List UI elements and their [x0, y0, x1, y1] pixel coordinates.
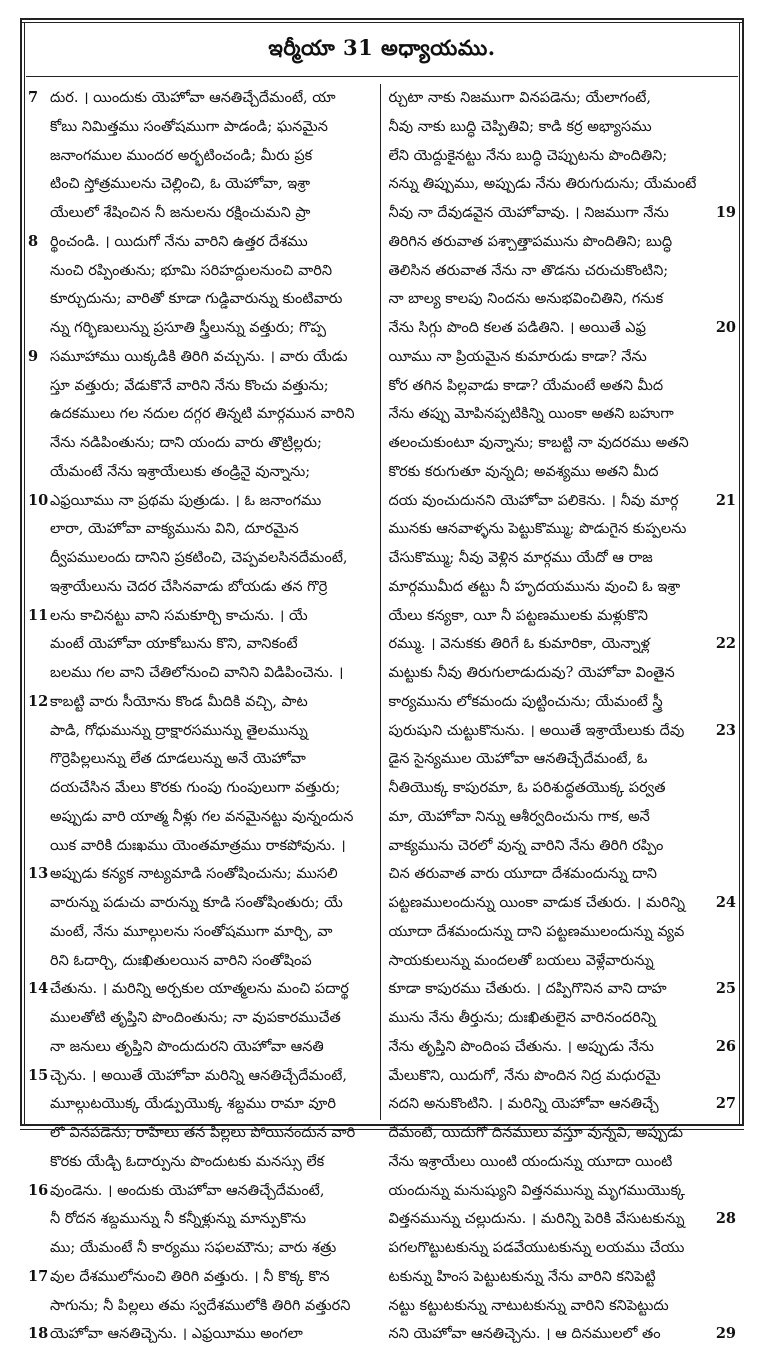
line-text: మునకు ఆనవాళ్ళను పెట్టుకొమ్ము; పొడుగైన కుప్పలను	[388, 521, 687, 538]
line-text: న్ను గర్భిణులున్ను ప్రసూతి స్త్రీలున్ను వత్తురు; గొప్ప	[50, 320, 327, 336]
line-text: పాడి, గోధుమున్ను ద్రాక్షారసమున్ను తైలమున్ను	[50, 722, 308, 739]
page	[20, 18, 744, 1343]
text-line	[389, 1148, 713, 1177]
line-text: లో వినపడెను; రాహేలు తన పిల్లలు పోయినందున వారి	[50, 1125, 356, 1141]
line-text: కాబట్టి వారు సీయోను కొండ మీదికి వచ్చి, పాట	[50, 693, 308, 710]
line-text: వుండెను. । అందుకు యెహోవా ఆనతిచ్చేదేమంటే,	[50, 1182, 325, 1199]
line-text: ములతోటి తృప్తిని పొందింతును; నా వుపకారముచేత	[50, 1010, 341, 1026]
verse-number: 11	[28, 606, 49, 624]
text-line	[388, 1205, 736, 1234]
text-line	[389, 832, 713, 861]
line-text: దుర. । యిందుకు యెహోవా ఆనతిచ్చేదేమంటే, యా	[50, 90, 336, 106]
line-text: రమ్ము. । వెనుకకు తిరిగే ఓ కుమారికా, యెన్నాళ్ల	[388, 636, 651, 653]
text-line	[28, 84, 374, 113]
text-line	[388, 199, 736, 228]
verse-number: 24	[715, 894, 736, 911]
verse-number: 9	[28, 347, 39, 365]
verse-number: 23	[715, 721, 736, 739]
frame-top-rule	[20, 18, 744, 20]
text-line	[389, 228, 713, 257]
verse-number: 25	[715, 980, 736, 998]
text-line	[388, 1033, 736, 1062]
text-line	[389, 1234, 713, 1263]
text-line	[389, 170, 713, 199]
line-text: నీ రోదన శబ్దమున్ను నీ కన్నీళ్లున్ను మాన్పుకొను	[50, 1211, 307, 1228]
text-line	[50, 918, 374, 947]
text-line	[28, 228, 374, 257]
text-line	[389, 1263, 713, 1292]
text-line	[388, 889, 736, 918]
line-text: నేను తృప్తిని పొందింప చేతును. । అప్పుడు నేను	[388, 1038, 654, 1055]
bottom-rule	[20, 1124, 744, 1126]
line-text: తెలిసిన తరువాత నేను నా తొడను చరుచుకొంటిని;	[388, 262, 669, 279]
verse-number: 17	[28, 1267, 49, 1285]
line-text: లను కాచినట్టు వాని సమకూర్చి కాచును. । యే	[50, 607, 308, 624]
line-text: తలంచుకుంటూ వున్నాను; కాబట్టి నా వుదరము అతని	[388, 435, 689, 451]
verse-number: 15	[28, 1066, 49, 1084]
text-line	[389, 544, 713, 573]
text-line	[388, 630, 736, 659]
verse-number: 16	[28, 1181, 49, 1199]
line-text: మట్టుకు నీవు తిరుగులాడుదువు? యెహోవా వింతైన	[388, 665, 675, 681]
text-line	[389, 1004, 713, 1033]
text-line	[50, 458, 374, 487]
line-text: యేమంటే నేను ఇశ్రాయేలుకు తండ్రినై వున్నాను;	[50, 463, 311, 480]
text-line	[389, 458, 713, 487]
text-line	[28, 487, 374, 516]
text-line	[389, 372, 713, 401]
text-line	[50, 400, 374, 429]
line-text: నేను నడిపింతును; దాని యందు వారు తొట్రిల్లరు;	[50, 435, 322, 451]
verse-number: 7	[28, 89, 39, 106]
line-text: యూదా దేశమందున్ను దాని పట్టణములందున్ను వ్యవ	[388, 923, 685, 940]
text-line	[389, 573, 713, 602]
line-text: నేను సిగ్గు పొంది కలత పడితిని. । అయితే ఎఫ్ర	[388, 320, 646, 336]
text-line	[50, 372, 374, 401]
text-line	[50, 630, 374, 659]
text-line	[50, 573, 374, 602]
line-text: మేలుకొని, యిదుగో, నేను పొందిన నిద్ర మధురమై	[388, 1067, 661, 1084]
line-text: బలము గల వాని చేతిలోనుంచి వానిని విడిపించెను. ।	[50, 665, 344, 681]
line-text: లారా, యెహోవా వాక్యమును విని, దూరమైన	[50, 521, 299, 538]
text-line	[28, 602, 374, 631]
text-line	[28, 860, 374, 889]
line-text: ర్చుటా నాకు నిజముగా వినపడెను; యేలాగంటే,	[388, 90, 651, 106]
text-line	[388, 1090, 736, 1119]
left-column	[26, 84, 381, 1343]
text-line	[389, 113, 713, 142]
line-text: స్తూ వత్తురు; వేడుకొనే వారిని నేను కొంచు వత్తును;	[50, 377, 329, 394]
text-line	[389, 515, 713, 544]
line-text: కొరకు యేడ్చి ఓదార్పును పొందుటకు మనస్సు లేక	[50, 1153, 325, 1170]
line-text: మంటే యెహోవా యాకోబును కొని, వానికంటే	[50, 636, 298, 653]
line-text: కూడా కాపురము చేతురు. । దప్పిగొనిన వాని దాహ	[388, 981, 667, 998]
line-text: మార్గముమీద తట్టు నీ హృదయమును వుంచి ఓ ఇశ్రా	[388, 578, 681, 595]
line-text: కొరకు కరుగుతూ వున్నది; అవశ్యము అతని మీద	[388, 463, 659, 480]
verse-number: 12	[28, 692, 49, 710]
line-text: నదని అనుకొంటిని. । మరిన్ని యెహోవా ఆనతిచ్చే	[388, 1096, 659, 1113]
text-line	[28, 1062, 374, 1091]
line-text: వారున్ను పడుచు వారున్ను కూడి సంతోషింతురు; యే	[50, 895, 343, 911]
line-text: నేను ఇశ్రాయేలు యింటి యందున్ను యూదా యింటి	[388, 1153, 673, 1170]
line-text: మంటే, నేను మూల్గులను సంతోషముగా మార్చి, వా	[50, 923, 333, 940]
text-line	[50, 199, 374, 228]
frame-left-rule-inner	[24, 22, 25, 1126]
line-text: దేమంటే, యిదుగో దినములు వస్తూ వున్నవి, అప్పుడు	[388, 1125, 684, 1141]
text-line	[50, 803, 374, 832]
verse-number: 21	[715, 491, 736, 509]
text-line	[389, 803, 713, 832]
line-text: నుంచి రప్పింతును; భూమి సరిహద్దులనుంచి వారిని	[50, 262, 332, 279]
text-line	[28, 1263, 374, 1292]
text-line	[50, 1148, 374, 1177]
text-line	[50, 1292, 374, 1321]
text-line	[50, 257, 374, 286]
text-line	[50, 889, 374, 918]
line-text: యెహోవా ఆనతిచ్చెను. । ఎఫ్రయీము అంగలా	[50, 1326, 303, 1343]
verse-number: 18	[28, 1325, 49, 1343]
text-line	[50, 544, 374, 573]
line-text: యేలు కన్యకా, యీ నీ పట్టణములకు మళ్లుకొని	[388, 607, 648, 624]
text-line	[388, 1320, 736, 1349]
line-text: కూర్చుదును; వారితో కూడా గుడ్డివారున్ను కుంటివారు	[50, 291, 343, 308]
page-header	[26, 24, 738, 77]
line-text: చ్చెను. । అయితే యెహోవా మరిన్ని ఆనతిచ్చేదేమంటే,	[50, 1067, 347, 1084]
line-text: జనాంగముల ముందర అర్భటించండి; మీరు ప్రక	[50, 147, 313, 164]
text-line	[50, 1090, 374, 1119]
line-text: నీవు నా దేవుడవైన యెహోవావు. । నిజముగా నేను	[388, 205, 669, 221]
line-text: నీతియొక్క కాపురమా, ఓ పరిశుద్ధతయొక్క పర్వత	[388, 780, 666, 796]
text-line	[28, 688, 374, 717]
text-line	[50, 285, 374, 314]
text-line	[28, 975, 374, 1004]
line-text: నేను తప్పు మోపినప్పటికిన్ని యింకా అతని బహుగా	[388, 406, 674, 423]
line-text: చేతును. । మరిన్ని అర్చకుల యాత్మలను మంచి పదార్థ	[50, 981, 349, 998]
line-text: రిని ఓదార్చి, దుఃఖితులయిన వారిని సంతోషింప	[50, 952, 312, 969]
text-line	[388, 314, 736, 343]
verse-number: 27	[715, 1095, 736, 1113]
text-line	[28, 1177, 374, 1206]
text-line	[28, 343, 374, 372]
bottom-rule-inner	[20, 1129, 744, 1130]
line-text: సమూహాము యిక్కడికి తిరిగి వచ్చును. । వారు యేడు	[50, 348, 348, 365]
line-text: గొర్రెపిల్లలున్ను లేత దూడలున్ను అనే యెహోవా	[50, 751, 306, 768]
line-text: నన్ను తిప్పుము, అప్పుడు నేను తిరుగుదును; యేమంటే	[388, 176, 697, 193]
line-text: ఎఫ్రయీము నా ప్రథమ పుత్రుడు. । ఓ జనాంగము	[50, 492, 322, 509]
text-line	[50, 717, 374, 746]
text-line	[389, 947, 713, 976]
text-line	[50, 659, 374, 688]
line-text: వుల దేశములోనుంచి తిరిగి వత్తురు. । నీ కొక్క కొన	[50, 1268, 330, 1285]
line-text: నా జనులు తృప్తిని పొందుదురని యెహోవా ఆనతి	[50, 1038, 324, 1055]
line-text: ర్థించండి. । యిదుగో నేను వారిని ఉత్తర దేశము	[50, 233, 308, 250]
text-line	[50, 113, 374, 142]
line-text: నా బాల్య కాలపు నిందను అనుభవించితిని, గనుక	[388, 291, 664, 308]
line-text: పగలగొట్టుటకున్ను పడవేయుటకున్ను లయము చేయు	[388, 1240, 685, 1256]
line-text: కోర తగిన పిల్లవాడు కాడా? యేమంటే అతని మీద	[388, 377, 664, 394]
verse-number: 22	[715, 635, 736, 653]
line-text: పట్టణములందున్ను యింకా వాడుక చేతురు. । మరిన్ని	[388, 895, 686, 911]
frame-right-rule	[742, 18, 744, 1126]
line-text: మూల్గుటయొక్క యేడ్పుయొక్క శబ్దము రామా వూరి	[50, 1096, 336, 1113]
line-text: నీవు నాకు బుద్ధి చెప్పితివి; కాడి కర్ర అభ్యాసము	[388, 118, 652, 135]
verse-number: 14	[28, 980, 49, 998]
text-line	[50, 832, 374, 861]
line-text: దయ వుంచుదునని యెహోవా పలికెను. । నీవు మార్గ	[388, 492, 679, 509]
frame-right-rule-inner	[739, 22, 740, 1126]
line-text: తిరిగిన తరువాత పశ్చాత్తాపమును పొందితిని; బుద్ధి	[388, 233, 673, 250]
text-line	[389, 688, 713, 717]
chapter-title: ఇర్మీయా 31 అధ్యాయము.	[268, 34, 496, 60]
text-line	[389, 860, 713, 889]
text-line	[389, 745, 713, 774]
line-text: నని యెహోవా ఆనతిచ్చెను. । ఆ దినములలో తం	[388, 1326, 661, 1343]
text-line	[50, 1234, 374, 1263]
text-line	[50, 947, 374, 976]
right-column	[381, 84, 739, 1343]
frame-left-rule	[20, 18, 22, 1126]
line-text: యందున్ను మనుష్యుని విత్తనమున్ను మృగముయొక్క	[388, 1182, 686, 1199]
line-text: సాయకులున్ను మందలతో బయలు వెళ్లేవారున్ను	[388, 952, 654, 969]
text-line	[50, 1004, 374, 1033]
verse-number: 19	[715, 204, 736, 221]
line-text: ము; యేమంటే నీ కార్యము సఫలమౌను; వారు శత్రు	[50, 1240, 337, 1256]
line-text: టకున్ను హింస పెట్టుటకున్ను నేను వారిని కనిపెట్టి	[388, 1268, 656, 1285]
verse-number: 10	[28, 491, 49, 509]
verse-number: 28	[715, 1210, 736, 1228]
line-text: ద్వీపములందు దానిని ప్రకటించి, చెప్పవలసినదేమంటే,	[50, 550, 348, 566]
text-line	[389, 918, 713, 947]
line-text: అప్పుడు వారి యాత్మ నీళ్లు గల వనమైనట్టు వున్నందున	[50, 808, 354, 825]
text-line	[50, 314, 374, 343]
line-text: కోబు నిమిత్తము సంతోషముగా పాడండి; ఘనమైన	[50, 118, 328, 135]
line-text: మును నేను తీర్తును; దుఃఖితులైన వారినందరిన్ని	[388, 1010, 656, 1026]
line-text: యీము నా ప్రియమైన కుమారుడు కాడా? నేను	[388, 348, 647, 365]
line-text: ఇశ్రాయేలును చెదర చేసినవాడు బోయడు తన గొర్రె	[50, 578, 328, 595]
text-line	[389, 1062, 713, 1091]
line-text: దయచేసిన మేలు కొరకు గుంపు గుంపులుగా వత్తురు;	[50, 780, 341, 796]
text-line	[389, 1292, 713, 1321]
text-line	[50, 170, 374, 199]
text-line	[50, 1205, 374, 1234]
line-text: యిక వారికి దుఃఖము యెంతమాత్రము రాకపోవును. ।	[50, 837, 346, 854]
line-text: లేని యెద్దుకైనట్టు నేను బుద్ధి చెప్పుటను పొందితిని;	[388, 147, 668, 164]
text-line	[389, 84, 713, 113]
line-text: టించి స్తోత్రములను చెల్లించి, ఓ యెహోవా, ఇశ్రా	[50, 176, 311, 193]
line-text: యేలులో శేషించిన నీ జనులను రక్షించుమని ప్రా	[50, 205, 311, 221]
text-line	[50, 429, 374, 458]
text-line	[389, 429, 713, 458]
verse-number: 13	[28, 865, 49, 883]
verse-number: 26	[715, 1037, 736, 1055]
verse-number: 29	[715, 1325, 736, 1343]
text-line	[50, 774, 374, 803]
text-line	[389, 659, 713, 688]
frame-top-rule-inner	[20, 22, 744, 23]
line-text: వాక్యమును చెరలో వున్న వారిని నేను తిరిగి రప్పిం	[388, 837, 664, 854]
text-line	[389, 1177, 713, 1206]
text-line	[50, 515, 374, 544]
text-line	[388, 717, 736, 746]
verse-number: 8	[28, 232, 39, 250]
line-text: నట్టు కట్టుటకున్ను నాటుటకున్ను వారిని కనిపెట్టుదు	[388, 1297, 669, 1314]
text-line	[389, 774, 713, 803]
text-line	[389, 142, 713, 171]
line-text: కార్యమును లోకమందు పుట్టించును; యేమంటే స్త్రీ	[388, 693, 663, 710]
line-text: సాగును; నీ పిల్లలు తమ స్వదేశములోకి తిరిగి వత్తురని	[50, 1297, 351, 1314]
verse-number: 20	[715, 319, 736, 336]
text-line	[389, 257, 713, 286]
line-text: విత్తనమున్ను చల్లుదును. । మరిన్ని పెరికి వేసుటకున్ను	[388, 1211, 685, 1228]
line-text: ఉదకములు గల నదుల దగ్గర తిన్నటి మార్గమున వారిని	[50, 406, 355, 423]
text-line	[388, 975, 736, 1004]
text-line	[389, 285, 713, 314]
line-text: చిన తరువాత వారు యూదా దేశమందున్ను దాని	[388, 866, 657, 883]
text-line	[389, 602, 713, 631]
text-line	[50, 1033, 374, 1062]
line-text: మా, యెహోవా నిన్ను ఆశీర్వదించును గాక, అనే	[388, 808, 650, 825]
line-text: పురుషుని చుట్టుకొనును. । అయితే ఇశ్రాయేలుకు దేవు	[388, 722, 685, 739]
text-line	[50, 745, 374, 774]
text-line	[389, 343, 713, 372]
line-text: చేసుకొమ్ము; నీవు వెళ్లిన మార్గము యేదో ఆ రాజ	[388, 550, 653, 566]
text-line	[50, 142, 374, 171]
line-text: డైన సైన్యముల యెహోవా ఆనతిచ్చేదేమంటే, ఓ	[388, 751, 648, 768]
text-line	[389, 400, 713, 429]
text-line	[388, 487, 736, 516]
text-columns	[26, 84, 738, 1343]
text-line	[28, 1320, 374, 1349]
line-text: అప్పుడు కన్యక నాట్యమాడి సంతోషించును; ముసలి	[50, 866, 338, 883]
